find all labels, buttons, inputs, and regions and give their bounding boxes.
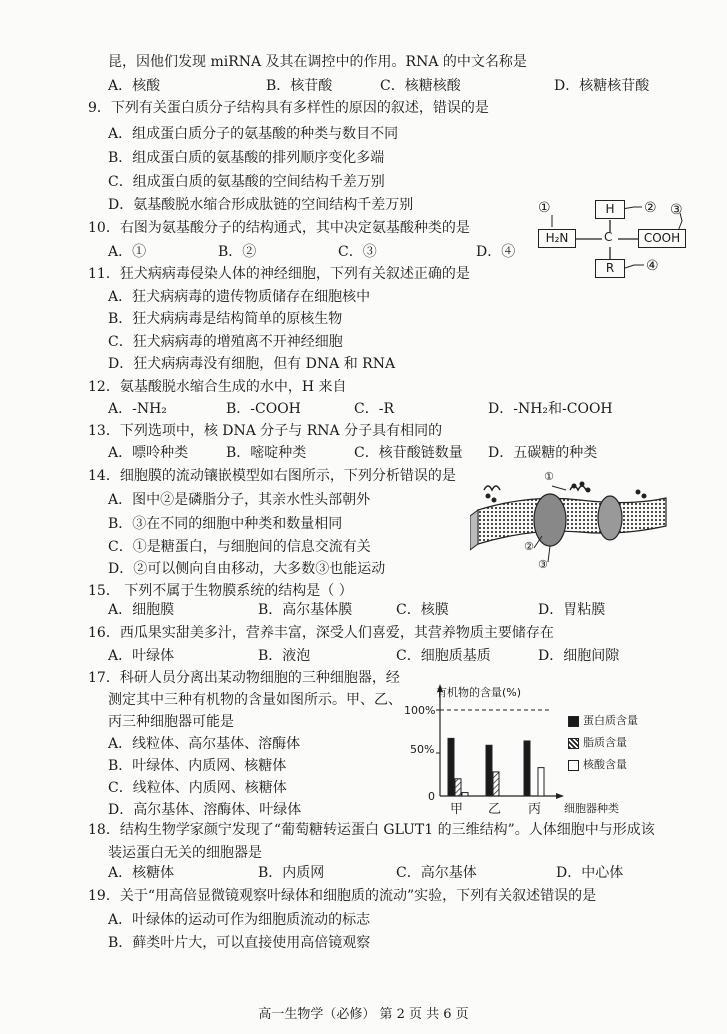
legend-label: 核酸含量 — [583, 758, 627, 771]
q15-stem: 15． 下列不属于生物膜系统的结构是（ ） — [88, 583, 353, 599]
chart-canvas — [400, 684, 700, 814]
q9-option-b[interactable]: B．组成蛋白质的氨基酸的排列顺序变化多端 — [108, 150, 385, 166]
q11-option-b[interactable]: B．狂犬病病毒是结构简单的原核生物 — [108, 311, 343, 327]
q15-options — [0, 600, 727, 620]
q9-option-a[interactable]: A．组成蛋白质分子的氨基酸的种类与数目不同 — [108, 126, 399, 142]
chart-category-label: 乙 — [488, 802, 502, 817]
q18-options — [0, 863, 727, 883]
q14-stem: 14．细胞膜的流动镶嵌模型如右图所示，下列分析错误的是 — [88, 468, 456, 484]
q9-option-d[interactable]: D．氨基酸脱水缩合形成肽链的空间结构千差万别 — [108, 197, 414, 213]
hydrogen-box: H — [595, 200, 625, 219]
q19-stem: 19．关于“用高倍显微镜观察叶绿体和细胞质的流动”实验，下列有关叙述错误的是 — [88, 888, 597, 904]
membrane-protein — [598, 496, 622, 540]
q13-option-d[interactable]: D．五碳糖的种类 — [488, 445, 598, 461]
q14-option-a[interactable]: A．图中②是磷脂分子，其亲水性头部朝外 — [108, 492, 371, 508]
phospholipid-bilayer — [478, 498, 666, 544]
q10-option-c[interactable]: C．③ — [338, 244, 377, 260]
q17-option-a[interactable]: A．线粒体、高尔基体、溶酶体 — [108, 736, 301, 752]
organelle-chart — [400, 684, 700, 817]
bar-empty — [462, 793, 468, 796]
q12-option-b[interactable]: B．-COOH — [226, 401, 301, 417]
q10-stem: 10．右图为氨基酸分子的结构通式，其中决定氨基酸种类的是 — [88, 220, 470, 236]
q16-options — [0, 646, 727, 666]
fluid-mosaic-membrane-figure — [470, 470, 670, 580]
q13-option-a[interactable]: A．嘌呤种类 — [108, 445, 189, 461]
q11-option-a[interactable]: A．狂犬病病毒的遗传物质储存在细胞核中 — [108, 289, 371, 305]
q8-options — [0, 76, 727, 96]
chart-y-tick-label: 100% — [404, 704, 436, 717]
q10-option-b[interactable]: B．② — [218, 244, 257, 260]
membrane-label-3: ③ — [538, 558, 548, 571]
bar-hatch — [493, 772, 499, 796]
q18-option-b[interactable]: B．内质网 — [258, 865, 325, 881]
chart-category-label: 甲 — [450, 802, 464, 817]
q8-option-b[interactable]: B．核苷酸 — [266, 78, 333, 94]
q17-option-d[interactable]: D．高尔基体、溶酶体、叶绿体 — [108, 802, 302, 818]
q11-option-d[interactable]: D．狂犬病病毒没有细胞，但有 DNA 和 RNA — [108, 356, 396, 372]
membrane-label-2: ② — [524, 540, 534, 553]
legend-lipid — [568, 734, 627, 750]
q17-option-c[interactable]: C．线粒体、内质网、核糖体 — [108, 780, 287, 796]
membrane-protein — [534, 494, 566, 546]
q17-stem-line2: 测定其中三种有机物的含量如图所示。甲、乙、 — [108, 692, 402, 708]
q9-stem: 9．下列有关蛋白质分子结构具有多样性的原因的叙述，错误的是 — [88, 100, 489, 116]
q12-option-a[interactable]: A．-NH₂ — [108, 401, 167, 417]
q8-option-a[interactable]: A．核酸 — [108, 78, 161, 94]
q14-option-b[interactable]: B．③在不同的细胞中种类和数量相同 — [108, 516, 343, 532]
figure-label-2: ② — [644, 200, 657, 216]
membrane-label-1: ① — [544, 470, 554, 483]
figure-label-1: ① — [538, 200, 551, 216]
q8-option-d[interactable]: D．核糖核苷酸 — [554, 78, 650, 94]
figure-label-3: ③ — [670, 202, 683, 218]
q18-stem-line1: 18．结构生物学家颜宁发现了“葡萄糖转运蛋白 GLUT1 的三维结构”。人体细胞中与形成该 — [88, 822, 655, 838]
q16-option-b[interactable]: B．液泡 — [258, 648, 311, 664]
chart-y-tick-label: 50% — [410, 743, 435, 756]
q13-option-c[interactable]: C．核苷酸链数量 — [354, 445, 463, 461]
q15-option-c[interactable]: C．核膜 — [396, 602, 449, 618]
q17-option-b[interactable]: B．叶绿体、内质网、核糖体 — [108, 758, 287, 774]
q16-option-a[interactable]: A．叶绿体 — [108, 648, 175, 664]
q12-option-d[interactable]: D．-NH₂和-COOH — [488, 401, 613, 417]
q12-option-c[interactable]: C．-R — [354, 401, 394, 417]
bar-empty — [538, 768, 544, 796]
q18-option-d[interactable]: D．中心体 — [556, 865, 624, 881]
page-footer: 高一生物学（必修） 第 2 页 共 6 页 — [258, 1007, 469, 1022]
chart-x-axis-label: 细胞器种类 — [564, 802, 619, 815]
q15-option-a[interactable]: A．细胞膜 — [108, 602, 175, 618]
q19-option-b[interactable]: B．藓类叶片大，可以直接使用高倍镜观察 — [108, 935, 371, 951]
central-carbon: C — [604, 230, 613, 244]
chart-category-label: 丙 — [528, 802, 542, 817]
q17-stem-line1: 17．科研人员分离出某动物细胞的三种细胞器，经 — [88, 670, 400, 686]
carboxyl-group-box: COOH — [638, 229, 686, 248]
legend-swatch-solid — [568, 716, 579, 727]
q11-option-c[interactable]: C．狂犬病病毒的增殖离不开神经细胞 — [108, 334, 343, 350]
q8-option-c[interactable]: C．核糖核酸 — [380, 78, 461, 94]
bar-solid — [448, 738, 454, 796]
q11-stem: 11．狂犬病病毒侵染人体的神经细胞，下列有关叙述正确的是 — [88, 266, 470, 282]
q19-option-a[interactable]: A．叶绿体的运动可作为细胞质流动的标志 — [108, 912, 371, 928]
q16-option-d[interactable]: D．细胞间隙 — [538, 648, 620, 664]
amino-group-box: H₂N — [538, 229, 576, 248]
q10-option-a[interactable]: A．① — [108, 244, 147, 260]
chart-y-axis-label: 有机物的含量(%) — [436, 686, 522, 699]
q14-option-c[interactable]: C．①是糖蛋白，与细胞间的信息交流有关 — [108, 539, 371, 555]
q12-stem: 12．氨基酸脱水缩合生成的水中，H 来自 — [88, 379, 347, 395]
q15-option-b[interactable]: B．高尔基体膜 — [258, 602, 353, 618]
q12-options — [0, 399, 727, 419]
q16-stem: 16．西瓜果实甜美多汁，营养丰富，深受人们喜爱，其营养物质主要储存在 — [88, 625, 554, 641]
q8-stem-continuation: 昆，因他们发现 miRNA 及其在调控中的作用。RNA 的中文名称是 — [108, 54, 527, 70]
q16-option-c[interactable]: C．细胞质基质 — [396, 648, 491, 664]
q18-option-a[interactable]: A．核糖体 — [108, 865, 175, 881]
figure-label-4: ④ — [646, 258, 659, 274]
legend-nucleic-acid — [568, 756, 627, 772]
chart-y-tick-label: 0 — [428, 790, 435, 803]
bar-solid — [486, 745, 492, 796]
q9-option-c[interactable]: C．组成蛋白质的氨基酸的空间结构千差万别 — [108, 174, 385, 190]
q18-stem-line2: 装运蛋白无关的细胞器是 — [108, 845, 262, 861]
q14-option-d[interactable]: D．②可以侧向自由移动，大多数③也能运动 — [108, 561, 386, 577]
bar-solid — [524, 741, 530, 796]
q18-option-c[interactable]: C．高尔基体 — [396, 865, 477, 881]
q13-options — [0, 443, 727, 463]
q10-option-d[interactable]: D．④ — [476, 244, 516, 260]
q13-stem: 13．下列选项中，核 DNA 分子与 RNA 分子具有相同的 — [88, 423, 443, 439]
q15-option-d[interactable]: D．胃粘膜 — [538, 602, 606, 618]
legend-label: 脂质含量 — [583, 736, 627, 749]
q17-stem-line3: 丙三种细胞器可能是 — [108, 714, 234, 730]
r-group-box: R — [595, 259, 625, 278]
bar-hatch — [455, 779, 461, 796]
legend-protein — [568, 712, 638, 728]
q13-option-b[interactable]: B．嘧啶种类 — [226, 445, 307, 461]
legend-swatch-empty — [568, 760, 579, 771]
legend-swatch-hatch — [568, 738, 579, 749]
legend-label: 蛋白质含量 — [583, 714, 638, 727]
